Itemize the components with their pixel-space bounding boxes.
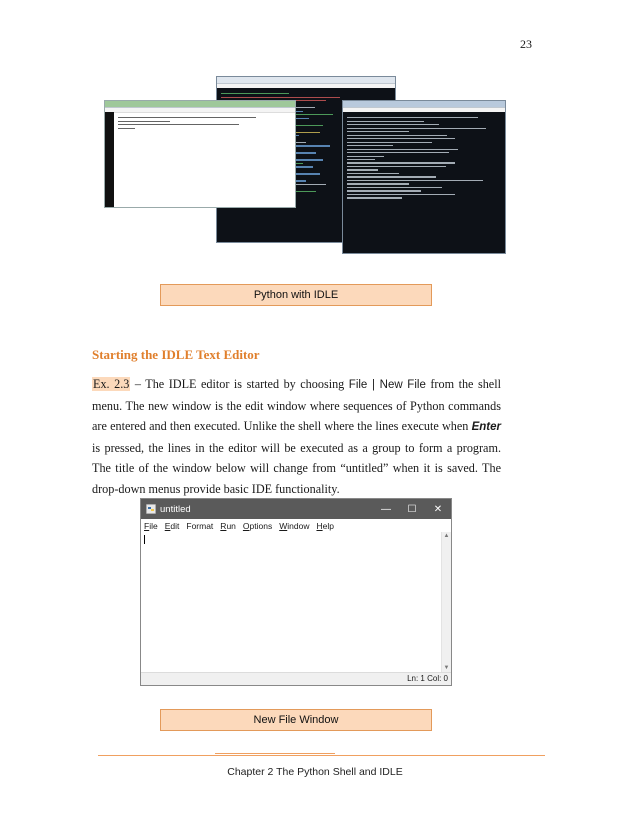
example-reference: Ex. 2.3 [93, 377, 130, 391]
page-number: 23 [520, 37, 532, 51]
figure-caption-python-idle: Python with IDLE [160, 284, 432, 306]
menu-window[interactable]: Window [279, 520, 310, 531]
vertical-scrollbar[interactable] [441, 532, 451, 673]
section-heading: Starting the IDLE Text Editor [92, 347, 260, 362]
menu-reference: File | New File [348, 379, 426, 391]
key-reference: Enter [471, 421, 501, 433]
paragraph-text-3: is pressed, the lines in the editor will be executed as a group to form a program. The title of the window below will change from “untitled” when it is saved. The drop-down menus provide basic IDE functionality. [92, 440, 501, 496]
paragraph-text-1: – The IDLE editor is started by choosing [130, 377, 349, 391]
python-shell-window [104, 100, 296, 208]
python-app-icon [146, 504, 156, 514]
minimize-button[interactable]: — [381, 503, 391, 515]
menu-edit[interactable]: Edit [164, 520, 180, 531]
window-title: untitled [160, 503, 191, 515]
untitled-editor-window [140, 498, 452, 686]
menu-file[interactable]: File [144, 520, 158, 531]
scroll-up-icon[interactable]: ▲ [443, 533, 450, 539]
footer-accent-line [215, 753, 335, 754]
menu-format[interactable]: Format [186, 520, 214, 531]
figure-caption-new-file-window: New File Window [160, 709, 432, 731]
close-button[interactable]: ✕ [433, 503, 443, 515]
window-titlebar [141, 499, 451, 519]
paragraph-text-2: from the shell menu. The new window is the edit window where sequences of Python commands are entered and then executed. Unlike the shell where the lines execute when [92, 377, 501, 433]
chapter-footer: Chapter 2 The Python Shell and IDLE [227, 766, 403, 778]
menu-help[interactable]: Help [316, 520, 334, 531]
scroll-down-icon[interactable]: ▼ [443, 665, 450, 671]
text-cursor [144, 535, 145, 544]
maximize-button[interactable]: ☐ [407, 503, 417, 515]
menu-bar [141, 519, 451, 533]
status-bar: Ln: 1 Col: 0 [141, 672, 451, 685]
body-paragraph [92, 374, 501, 499]
python-idle-screenshot [104, 76, 504, 252]
menu-options[interactable]: Options [242, 520, 273, 531]
footer-rule [98, 755, 545, 756]
output-window [342, 100, 506, 254]
menu-run[interactable]: Run [220, 520, 236, 531]
editor-text-area[interactable] [141, 532, 442, 673]
